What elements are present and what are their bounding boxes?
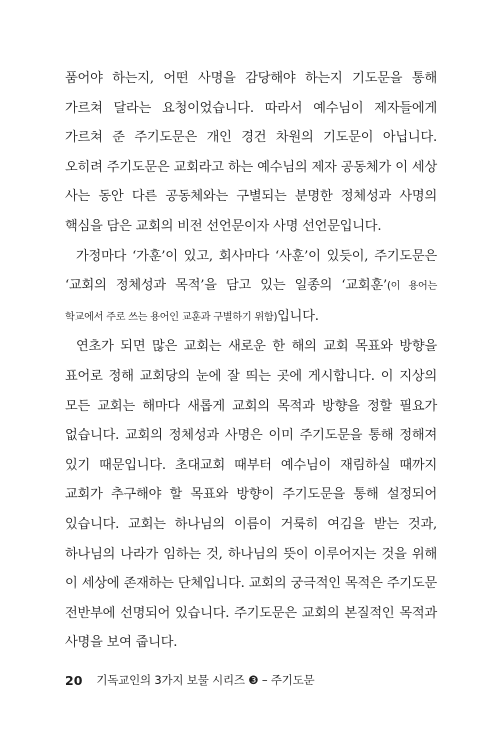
page-number: 20 <box>65 672 83 688</box>
paragraph-2-main-text: 가정마다 ‘가훈’이 있고, 회사마다 ‘사훈’이 있듯이, 주기도문은 ‘교회의 정체성과 목적’을 담고 있는 일종의 ‘교회훈’ <box>65 248 437 294</box>
running-title: 기독교인의 3가지 보물 시리즈 ❸ – 주기도문 <box>96 673 315 687</box>
paragraph-2-ending: 입니다. <box>277 308 319 324</box>
body-paragraph-2 <box>65 242 437 333</box>
body-paragraph-3: 연초가 되면 많은 교회는 새로운 한 해의 교회 목표와 방향을 표어로 정해 교회당의 눈에 잘 띄는 곳에 게시합니다. 이 지상의 모든 교회는 해마다 새롭게 교회의 목적과 방향을 정할 필요가 없습니다. 교회의 정체성과 사명은 이미 주기도문을 통해 정해져 있기 때문입니다. 초대교회 때부터 예수님이 재림하실 때까지 교회가 추구해야 할 목표와 방향이 주기도문을 통해 설정되어 있습니다. 교회는 하나님의 이름이 거룩히 여김을 받는 것과, 하나님의 나라가 임하는 것, 하나님의 뜻이 이루어지는 것을 위해 이 세상에 존재하는 단체입니다. 교회의 궁극적인 목적은 주기도문 전반부에 선명되어 있습니다. 주기도문은 교회의 본질적인 목적과 사명을 보여 줍니다. <box>65 339 437 651</box>
paragraph-2-parenthetical-note: (이 용어는 학교에서 주로 쓰는 용어인 교훈과 구별하기 위함) <box>65 281 437 323</box>
page-footer <box>65 672 314 688</box>
page-body <box>65 64 437 658</box>
body-paragraph-1: 품어야 하는지, 어떤 사명을 감당해야 하는지 기도문을 통해 가르쳐 달라는 요청이었습니다. 따라서 예수님이 제자들에게 가르쳐 준 주기도문은 개인 경건 차원의 기도문이 아닙니다. 오히려 주기도문은 교회라고 하는 예수님의 제자 공동체가 이 세상 사는 동안 다른 공동체와는 구별되는 분명한 정체성과 사명의 핵심을 담은 교회의 비전 선언문이자 사명 선언문입니다. <box>65 71 437 234</box>
